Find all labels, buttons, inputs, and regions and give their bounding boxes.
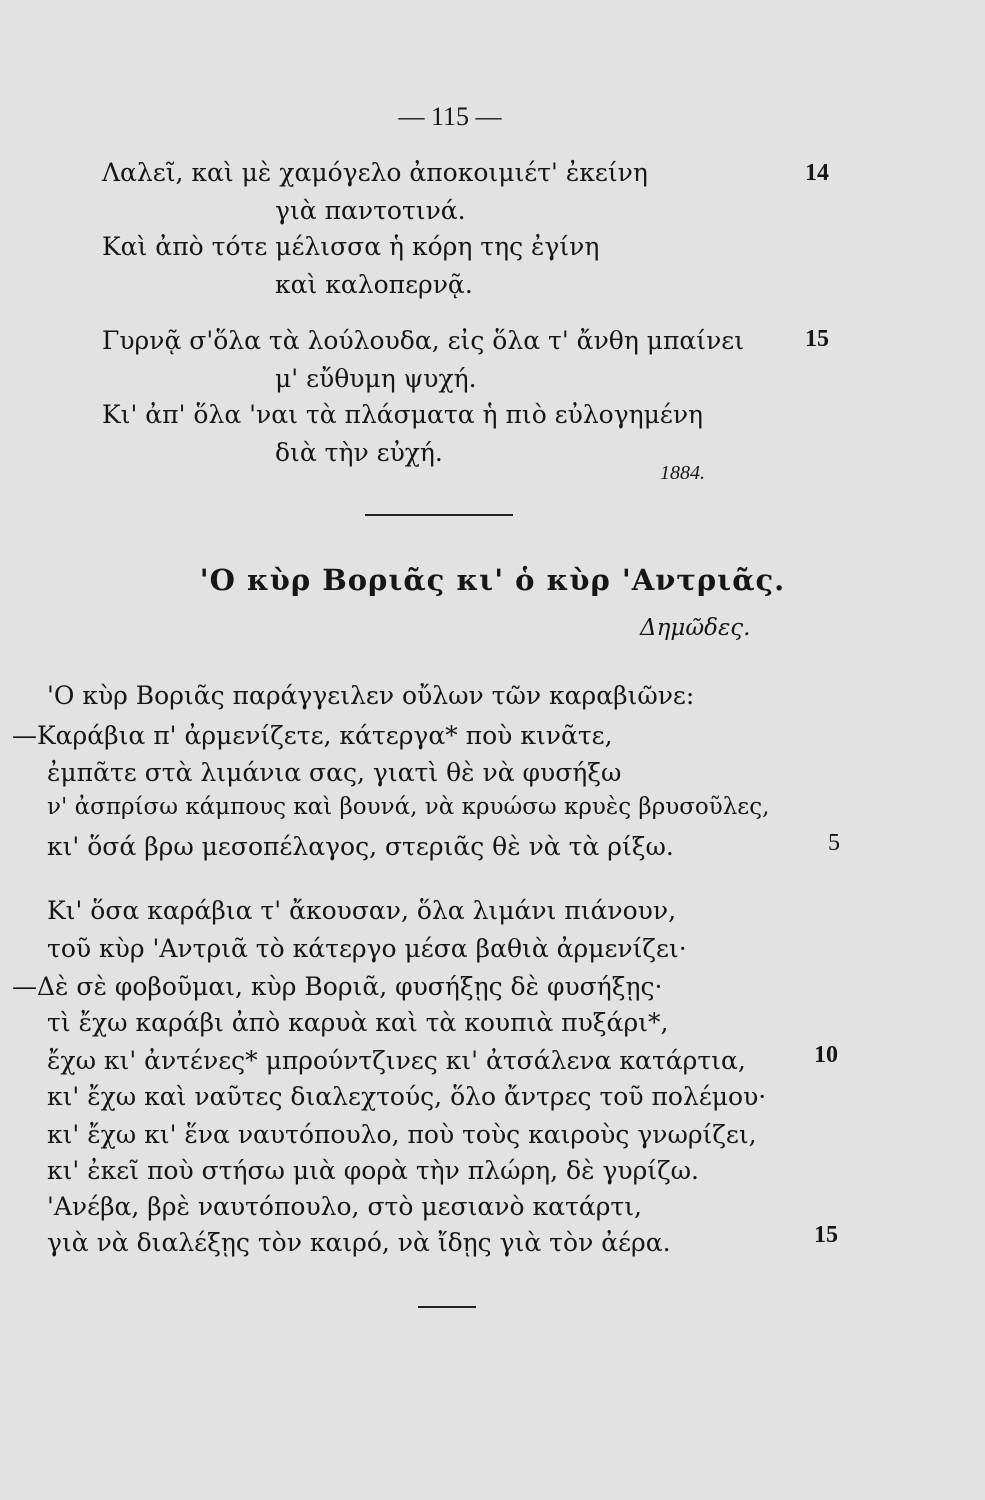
section-divider [365,514,513,516]
poem2-line-3: ἐμπᾶτε στὰ λιμάνια σας, γιατὶ θὲ νὰ φυσήξω [47,758,622,787]
poem-subtitle: Δημῶδες. [640,615,751,641]
poem1-line-5: Γυρνᾷ σ'ὅλα τὰ λούλουδα, εἰς ὅλα τ' ἄνθη μπαίνει [102,326,745,355]
poem2-line-10: ἔχω κι' ἀντένες* μπρούντζινες κι' ἀτσάλενα κατάρτια, [47,1046,746,1075]
poem2-line-2: —Καράβια π' ἀρμενίζετε, κάτεργα* ποὺ κινᾶτε, [12,721,613,750]
poem-title: 'Ο κὺρ Βοριᾶς κι' ὁ κὺρ 'Αντριᾶς. [199,563,786,597]
poem1-line-8: διὰ τὴν εὐχή. [275,438,443,467]
poem1-line-2: γιὰ παντοτινά. [275,196,466,225]
poem2-line-11: κι' ἔχω καὶ ναῦτες διαλεχτούς, ὅλο ἄντρες τοῦ πολέμου· [47,1082,767,1111]
poem2-line-8: —Δὲ σὲ φοβοῦμαι, κὺρ Βοριᾶ, φυσήξῃς δὲ φυσήξῃς· [12,972,663,1001]
line-number: 10 [814,1042,838,1068]
poem2-line-9: τὶ ἔχω καράβι ἀπὸ καρυὰ καὶ τὰ κουπιὰ πυξάρι*, [47,1008,669,1037]
poem1-line-6: μ' εὔθυμη ψυχή. [275,364,477,393]
poem2-line-4: ν' ἀσπρίσω κάμπους καὶ βουνά, νὰ κρυώσω κρυὲς βρυσοῦλες, [47,794,770,820]
page-number-header: — 115 — [398,102,502,131]
poem-date: 1884. [660,462,705,484]
poem2-line-15: γιὰ νὰ διαλέξῃς τὸν καιρό, νὰ ἴδῃς γιὰ τὸν ἀέρα. [47,1228,671,1257]
stanza-number: 14 [805,160,829,186]
poem2-line-7: τοῦ κὺρ 'Αντριᾶ τὸ κάτεργο μέσα βαθιὰ ἀρμενίζει· [47,934,687,963]
poem2-line-12: κι' ἔχω κι' ἕνα ναυτόπουλο, ποὺ τοὺς καιροὺς γνωρίζει, [47,1120,757,1149]
poem2-line-1: 'Ο κὺρ Βοριᾶς παράγγειλεν οὔλων τῶν καραβιῶνε: [47,681,695,710]
section-divider [418,1306,476,1308]
poem2-line-14: 'Ανέβα, βρὲ ναυτόπουλο, στὸ μεσιανὸ κατάρτι, [47,1192,642,1221]
poem2-line-6: Κι' ὅσα καράβια τ' ἄκουσαν, ὅλα λιμάνι πιάνουν, [47,896,677,925]
poem1-line-4: καὶ καλοπερνᾷ. [275,270,473,299]
poem2-line-5: κι' ὅσά βρω μεσοπέλαγος, στεριᾶς θὲ νὰ τὰ ρίξω. [47,832,674,861]
poem1-line-1: Λαλεῖ, καὶ μὲ χαμόγελο ἀποκοιμιέτ' ἐκείνη [102,158,648,187]
poem1-line-7: Κι' ἀπ' ὅλα 'ναι τὰ πλάσματα ἡ πιὸ εὐλογημένη [102,400,704,429]
stanza-number: 15 [805,326,829,352]
line-number: 5 [828,830,840,856]
line-number: 15 [814,1222,838,1248]
poem2-line-13: κι' ἐκεῖ ποὺ στήσω μιὰ φορὰ τὴν πλώρη, δὲ γυρίζω. [47,1156,699,1185]
poem1-line-3: Καὶ ἀπὸ τότε μέλισσα ἡ κόρη της ἐγίνη [102,232,600,261]
